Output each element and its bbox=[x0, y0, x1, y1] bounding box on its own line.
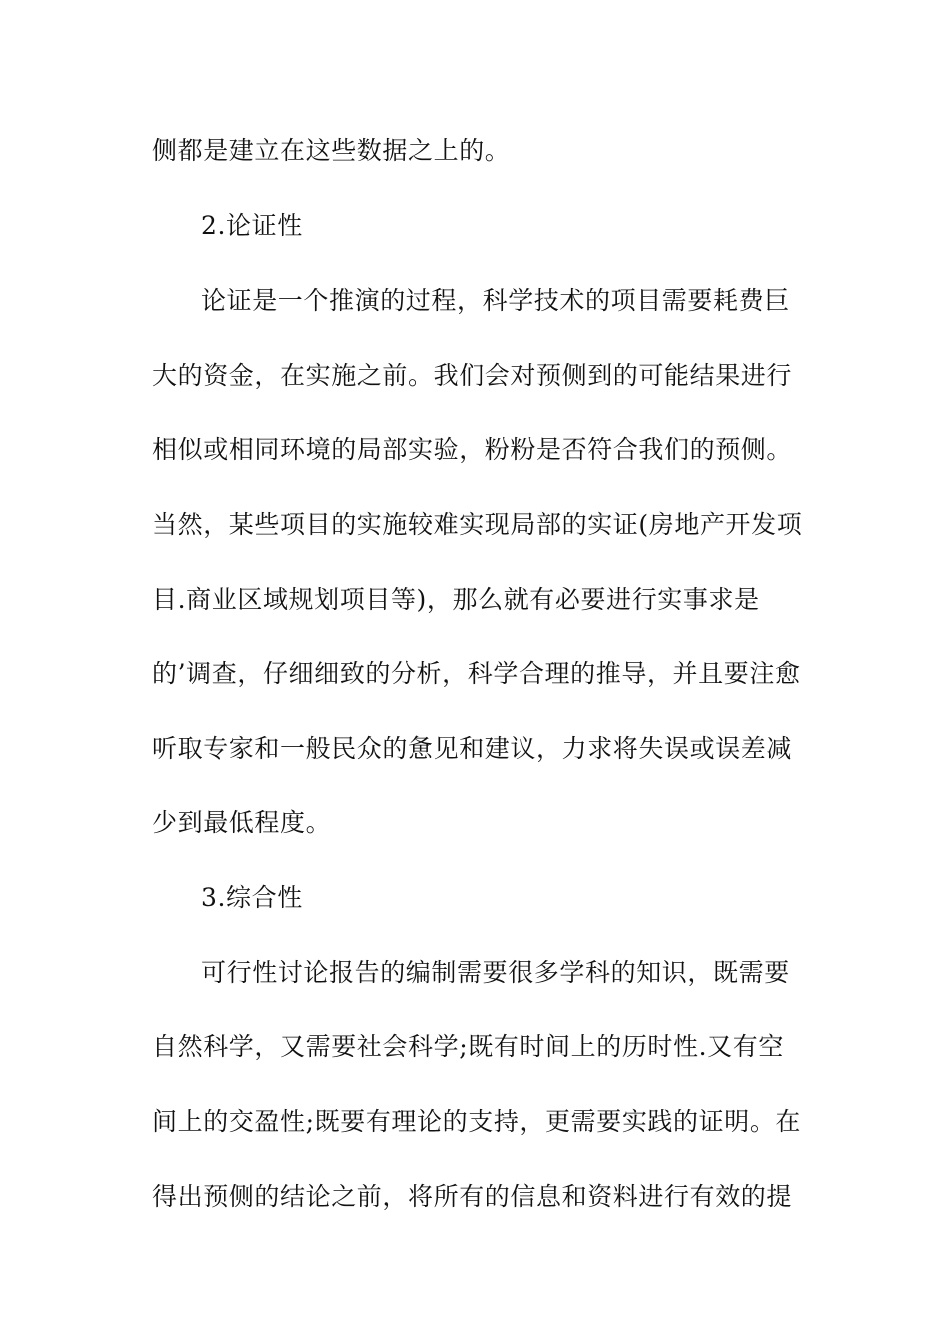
paragraph-line: 听取专家和一般民众的惫见和建议，力求将失误或误差减 bbox=[152, 734, 793, 763]
paragraph-line: 少到最低程度。 bbox=[152, 808, 332, 837]
paragraph-line: 相似或相同环境的局部实验，粉粉是否符合我们的预侧。 bbox=[152, 435, 793, 464]
section-heading: 3.综合性 bbox=[201, 883, 303, 912]
paragraph-line: 间上的交盈性;既要有理论的支持，更需要实践的证明。在 bbox=[152, 1107, 802, 1136]
paragraph-line: 得出预侧的结论之前，将所有的信息和资料进行有效的提 bbox=[152, 1182, 793, 1211]
paragraph-line: 论证是一个推演的过程，科学技术的项目需要耗费巨 bbox=[201, 286, 790, 315]
paragraph-line: 大的资金，在实施之前。我们会对预侧到的可能结果进行 bbox=[152, 361, 793, 390]
paragraph-line: 目.商业区域规划项目等)，那么就有必要进行实事求是 bbox=[152, 585, 760, 614]
paragraph-line: 自然科学，又需要社会科学;既有时间上的历时性.又有空 bbox=[152, 1032, 784, 1061]
paragraph-line: 可行性讨论报告的编制需要很多学科的知识，既需要 bbox=[201, 958, 790, 987]
paragraph-line: 的’调查，仔细细致的分析，科学合理的推导，并且要注愈 bbox=[152, 659, 801, 688]
paragraph-line: 当然，某些项目的实施较难实现局部的实证(房地产开发项 bbox=[152, 510, 803, 539]
section-heading: 2.论证性 bbox=[201, 211, 303, 240]
paragraph-line: 侧都是建立在这些数据之上的。 bbox=[152, 136, 511, 165]
